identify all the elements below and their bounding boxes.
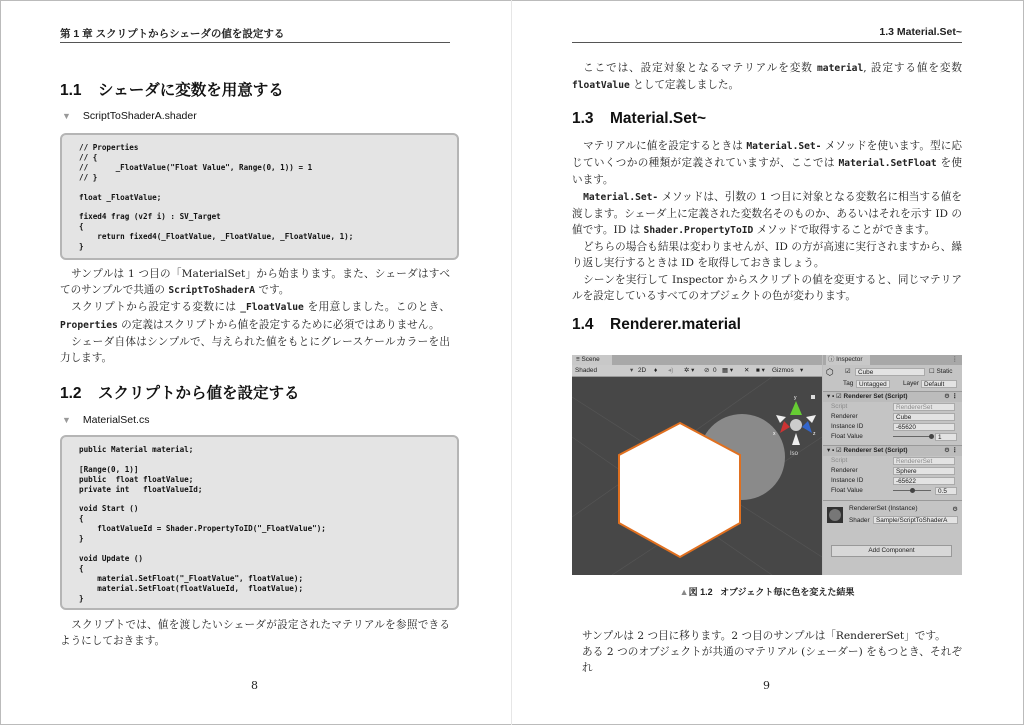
hidden-count: 0 <box>713 367 717 374</box>
figure-caption-text: オブジェクト毎に色を変えた結果 <box>720 587 855 597</box>
lighting-icon[interactable]: ♦ <box>654 367 658 374</box>
text-run: を用意しました。このとき、 <box>303 301 450 314</box>
section-title: Renderer.material <box>610 316 741 333</box>
text-run: メソッドで取得することができます。 <box>753 224 936 237</box>
inline-code: material <box>817 63 864 74</box>
material-preview <box>827 507 843 523</box>
text-run: メソッドは、引数の 1 つ目に対象となる変数名に相当する値を渡します。シェーダ上に定義された変数名そのものか、あるいはそれを示す ID の値です。ID は <box>572 190 962 237</box>
component-title: Renderer Set (Script) <box>843 447 908 454</box>
chevron-down-icon: ▾ <box>630 367 634 374</box>
inline-code: Material.Set- <box>746 141 822 152</box>
paragraph <box>582 628 962 644</box>
instance-id-label: Instance ID <box>831 477 864 484</box>
page-number: 8 <box>251 679 258 692</box>
component-menu-icon[interactable]: ⚙ ⋮ <box>944 393 958 400</box>
inline-code: Material.Set- <box>583 191 659 203</box>
instance-id-field[interactable]: -65620 <box>893 423 955 431</box>
effects-icon[interactable]: ✲ ▾ <box>684 367 695 374</box>
material-name: RendererSet (Instance) <box>849 505 918 512</box>
float-value-field[interactable]: 1 <box>935 433 957 441</box>
component-header[interactable]: ▾ ▪ ☑ Renderer Set (Script) ⚙ ⋮ <box>823 391 962 402</box>
paragraph <box>60 266 450 299</box>
spread-gutter <box>511 0 512 725</box>
material-section <box>823 500 962 529</box>
renderer-label: Renderer <box>831 467 858 474</box>
text-run: です。 <box>255 284 290 297</box>
section-heading-1-3 <box>572 110 706 128</box>
text-run: , 設定する値を変数 <box>863 62 963 74</box>
float-value-field[interactable]: 0.5 <box>935 487 957 495</box>
section-title: シェーダに変数を用意する <box>98 82 284 99</box>
section-heading-1-4 <box>572 316 741 334</box>
component-title: Renderer Set (Script) <box>843 393 908 400</box>
paragraph <box>572 138 962 189</box>
slider-knob[interactable] <box>910 488 915 493</box>
shader-label: Shader <box>849 517 870 524</box>
tools-icon[interactable]: ✕ <box>744 367 750 374</box>
instance-id-field[interactable]: -65622 <box>893 477 955 485</box>
running-head: 1.3 Material.Set~ <box>879 26 962 38</box>
shader-dropdown[interactable]: Sample/ScriptToShaderA <box>873 516 958 524</box>
tag-layer-row <box>823 379 962 389</box>
tag-label: Tag <box>843 380 854 387</box>
cube-object-icon: ⬡ <box>826 367 834 377</box>
script-label: Script <box>831 403 848 410</box>
scene-tab[interactable]: ≡ Scene <box>572 355 612 365</box>
paragraph <box>60 299 450 333</box>
header-rule <box>60 42 450 43</box>
text-run: を使います。 <box>572 157 962 187</box>
text-run: どちらの場合も結果は変わりませんが、ID の方が高速に実行されますから、繰り返し実行するときは ID を取得しておきましょう。 <box>572 241 962 270</box>
inline-code: ScriptToShaderA <box>168 285 255 297</box>
code-block <box>60 133 459 260</box>
unity-screenshot-figure <box>572 355 962 575</box>
paragraph <box>572 189 962 240</box>
figure-caption <box>572 585 962 598</box>
listing-filename: ScriptToShaderA.shader <box>82 110 197 122</box>
renderer-field[interactable]: Sphere <box>893 467 955 475</box>
text-run: サンプルは 1 つ目の「MaterialSet」から始まります。また、シェーダはすべてのサンプルで共通の <box>60 268 450 297</box>
inspector-panel <box>823 355 962 575</box>
text-run: マテリアルに値を設定するときは <box>583 140 747 152</box>
paragraph <box>582 644 962 676</box>
chevron-down-icon: ▾ <box>800 367 804 374</box>
code-block <box>60 435 459 610</box>
lock-icon[interactable]: ⋮ <box>951 356 958 363</box>
text-run: ここでは、設定対象となるマテリアルを変数 <box>583 62 818 74</box>
listing-caption <box>62 414 149 426</box>
inline-code: _FloatValue <box>240 302 304 314</box>
section-number: 1.3 <box>572 110 594 127</box>
listing-filename: MaterialSet.cs <box>82 414 150 426</box>
header-rule <box>572 42 962 43</box>
shading-dropdown[interactable]: Shaded <box>575 367 598 374</box>
section-number: 1.4 <box>572 316 594 333</box>
inline-code: Shader.PropertyToID <box>643 225 754 237</box>
script-field[interactable]: RendererSet <box>893 403 955 411</box>
component-header[interactable]: ▾ ▪ ☑ Renderer Set (Script) ⚙ ⋮ <box>823 445 962 456</box>
scene-toolbar <box>572 365 822 377</box>
object-name-field[interactable]: Cube <box>855 368 925 376</box>
triangle-down-icon: ▼ <box>62 415 71 425</box>
paragraph <box>60 334 450 366</box>
triangle-up-icon: ▲ <box>679 587 689 597</box>
paragraph-block <box>60 617 450 649</box>
scene-tab-bar <box>572 355 822 365</box>
inline-code: Properties <box>60 319 118 331</box>
section-number: 1.2 <box>60 385 82 402</box>
running-head: 第 1 章 スクリプトからシェーダの値を設定する <box>60 28 285 40</box>
layer-label: Layer <box>903 380 919 387</box>
script-label: Script <box>831 457 848 464</box>
section-title: スクリプトから値を設定する <box>98 385 300 402</box>
script-field[interactable]: RendererSet <box>893 457 955 465</box>
paragraph-block <box>582 628 962 677</box>
gizmo-z-label: z <box>813 431 816 437</box>
inline-code: Material.SetFloat <box>838 158 937 170</box>
text-run: の定義はスクリプトから値を設定するために必須ではありません。 <box>117 318 440 331</box>
text-run: メソッドを使います。型に応じていくつかの種類が定義されていますが、ここでは <box>572 140 962 170</box>
paragraph <box>572 60 962 94</box>
inspector-tab-bar <box>823 355 962 365</box>
text-run: として定義しました。 <box>629 79 740 92</box>
tag-dropdown[interactable]: Untagged <box>856 380 890 388</box>
inspector-tab-label: Inspector <box>836 356 863 363</box>
text-run: シェーダ自体はシンプルで、与えられた値をもとにグレースケールカラーを出力します。 <box>60 335 450 365</box>
scene-view <box>572 355 822 575</box>
text-run: スクリプトから設定する変数には <box>71 301 241 314</box>
listing-caption <box>62 110 197 122</box>
triangle-down-icon: ▼ <box>62 111 71 121</box>
text-run: ある 2 つのオブジェクトが共通のマテリアル (シェーダー) をもつとき、それぞれ <box>582 646 962 675</box>
scene-tab-label: Scene <box>581 356 600 363</box>
gizmo-y-label: y <box>794 395 797 401</box>
section-heading-1-1 <box>60 78 284 100</box>
section-heading-1-2 <box>60 381 300 403</box>
inline-code: floatValue <box>572 80 630 92</box>
text-run: サンプルは 2 つ目に移ります。2 つ目のサンプルは「RendererSet」です。 <box>582 630 946 642</box>
inspector-tab[interactable]: ⓘ Inspector <box>826 355 870 365</box>
code-listing: public Material material; [Range(0, 1)] public float floatValue; private int floatValueId; void Start () { floatValueId = Shader.PropertyToID("_FloatValue"); } void Update () { material.SetFloat("_FloatValue", floatValue); material.SetFloat(floatValueId, floatValue); } <box>79 445 326 603</box>
paragraph-block <box>572 60 962 94</box>
gizmo-x-label: x <box>773 431 776 437</box>
code-listing: // Properties // { // _FloatValue("Float Value", Range(0, 1)) = 1 // } float _FloatValue; fixed4 frag (v2f i) : SV_Target { return fixed4(_FloatValue, _FloatValue, _FloatValue, 1); } <box>79 143 354 252</box>
mode-2d-button[interactable]: 2D <box>638 367 647 374</box>
page-number: 9 <box>763 679 770 692</box>
paragraph-block <box>572 138 962 304</box>
lock-icon[interactable] <box>811 395 815 399</box>
renderer-label: Renderer <box>831 413 858 420</box>
section-title: Material.Set~ <box>610 110 707 127</box>
paragraph-block <box>60 266 450 366</box>
gizmo-y-axis <box>790 401 802 415</box>
section-number: 1.1 <box>60 82 82 99</box>
instance-id-label: Instance ID <box>831 423 864 430</box>
material-menu-icon[interactable]: ⚙ <box>952 506 958 513</box>
text-run: シーンを実行して Inspector からスクリプトの値を変更すると、同じマテリアルを設定しているすべてのオブジェクトの色が変わります。 <box>572 273 962 302</box>
float-value-label: Float Value <box>831 433 863 440</box>
float-value-label: Float Value <box>831 487 863 494</box>
scene-viewport[interactable] <box>572 377 822 575</box>
object-header <box>823 367 962 377</box>
active-checkbox[interactable]: ☑ <box>845 368 851 375</box>
audio-icon[interactable]: ◂) <box>668 367 674 374</box>
paragraph <box>60 617 450 649</box>
layer-dropdown[interactable]: Default <box>921 380 957 388</box>
gizmos-dropdown[interactable]: Gizmos <box>772 367 794 374</box>
paragraph <box>572 239 962 271</box>
hidden-objects-icon[interactable]: ⊘ <box>704 367 710 374</box>
grid-icon[interactable]: ▦ ▾ <box>722 367 734 374</box>
float-value-slider[interactable] <box>893 436 931 437</box>
slider-knob[interactable] <box>929 434 934 439</box>
projection-label[interactable]: Iso <box>790 451 799 457</box>
add-component-button[interactable]: Add Component <box>831 545 952 557</box>
component-menu-icon[interactable]: ⚙ ⋮ <box>944 447 958 454</box>
static-toggle[interactable]: ☐ Static <box>929 368 953 375</box>
figure-label: 図 1.2 <box>688 587 713 597</box>
camera-icon[interactable]: ■ ▾ <box>756 367 765 374</box>
renderer-field[interactable]: Cube <box>893 413 955 421</box>
float-value-slider[interactable] <box>893 490 931 491</box>
scene-render <box>572 377 822 575</box>
paragraph <box>572 272 962 304</box>
static-label: Static <box>936 368 953 375</box>
text-run: スクリプトでは、値を渡したいシェーダが設定されたマテリアルを参照できるようにしておきます。 <box>60 619 450 648</box>
